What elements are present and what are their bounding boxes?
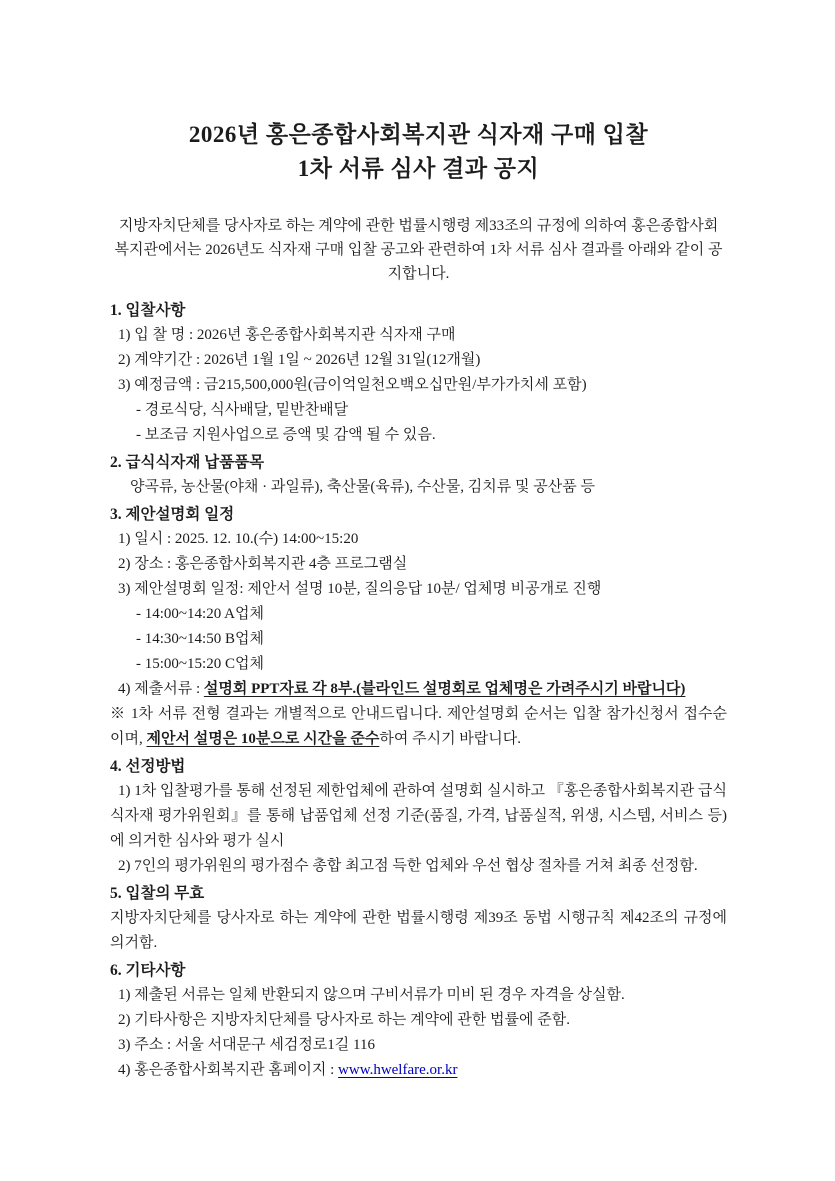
submission-docs-emphasis: 설명회 PPT자료 각 8부.(블라인드 설명회로 업체명은 가려주시기 바랍니다)	[203, 681, 686, 697]
document-title-line1: 2026년 홍은종합사회복지관 식자재 구매 입찰	[188, 122, 649, 147]
homepage-link[interactable]: www.hwelfare.or.kr	[338, 1062, 458, 1078]
briefing-note-part2: 하여 주시기 바랍니다.	[379, 731, 522, 747]
etc-address-item: 3) 주소 : 서울 서대문구 세검정로1길 116	[118, 1037, 375, 1053]
slot-b-subitem: - 14:30~14:50 B업체	[136, 631, 264, 647]
document-title	[110, 118, 727, 186]
section-3-heading: 3. 제안설명회 일정	[110, 506, 235, 523]
service-types-subitem: - 경로식당, 식사배달, 밑반찬배달	[136, 402, 349, 418]
briefing-note-emphasis: 제안서 설명은 10분으로 시간을 준수	[146, 731, 380, 747]
briefing-date-item: 1) 일시 : 2025. 12. 10.(수) 14:00~15:20	[118, 531, 359, 547]
slot-c-subitem: - 15:00~15:20 C업체	[136, 656, 264, 672]
supply-items-line: 양곡류, 농산물(야채 · 과일류), 축산물(육류), 수산물, 김치류 및 공산품 등	[130, 479, 595, 495]
invalid-bid-body: 지방자치단체를 당사자로 하는 계약에 관한 법률시행령 제39조 동법 시행규칙 제42조의 규정에 의거함.	[110, 910, 727, 951]
slot-a-subitem: - 14:00~14:20 A업체	[136, 606, 264, 622]
etc-item1: 1) 제출된 서류는 일체 반환되지 않으며 구비서류가 미비 된 경우 자격을 상실함.	[118, 987, 625, 1003]
section-5-heading: 5. 입찰의 무효	[110, 885, 205, 902]
document-title-line2: 1차 서류 심사 결과 공지	[297, 156, 540, 181]
contract-period-item: 2) 계약기간 : 2026년 1월 1일 ~ 2026년 12월 31일(12개월)	[118, 352, 481, 368]
briefing-place-item: 2) 장소 : 홍은종합사회복지관 4층 프로그램실	[118, 556, 408, 572]
estimated-amount-item: 3) 예정금액 : 금215,500,000원(금이억일천오백오십만원/부가가치세 포함)	[118, 377, 587, 393]
intro-paragraph: 지방자치단체를 당사자로 하는 계약에 관한 법률시행령 제33조의 규정에 의하여 홍은종합사회복지관에서는 2026년도 식자재 구매 입찰 공고와 관련하여 1차 서류 심사 결과를 아래와 같이 공지합니다.	[114, 218, 723, 282]
selection-method-item2: 2) 7인의 평가위원의 평가점수 총합 최고점 득한 업체와 우선 협상 절차를 거쳐 최종 선정함.	[118, 858, 698, 874]
etc-item2: 2) 기타사항은 지방자치단체를 당사자로 하는 계약에 관한 법률에 준함.	[118, 1012, 570, 1028]
briefing-note	[110, 702, 727, 752]
homepage-label: 4) 홍은종합사회복지관 홈페이지 :	[118, 1062, 339, 1078]
subsidy-note-subitem: - 보조금 지원사업으로 증액 및 감액 될 수 있음.	[136, 427, 436, 443]
briefing-schedule-item: 3) 제안설명회 일정: 제안서 설명 10분, 질의응답 10분/ 업체명 비공개로 진행	[118, 581, 602, 597]
section-1-heading: 1. 입찰사항	[110, 302, 186, 319]
submission-docs-prefix: 4) 제출서류 :	[118, 681, 204, 697]
bid-name-item: 1) 입 찰 명 : 2026년 홍은종합사회복지관 식자재 구매	[118, 327, 456, 343]
etc-homepage-item	[110, 1058, 727, 1083]
section-4-heading: 4. 선정방법	[110, 758, 186, 775]
section-2-heading: 2. 급식식자재 납품품목	[110, 454, 265, 471]
submission-docs-item	[110, 677, 727, 702]
briefing-note-part1: ※ 1차 서류 전형 결과는 개별적으로 안내드립니다. 제안설명회 순서는 입찰 참가신청서 접수순이며,	[110, 706, 727, 747]
section-6-heading: 6. 기타사항	[110, 962, 186, 979]
selection-method-item1: 1) 1차 입찰평가를 통해 선정된 제한업체에 관하여 설명회 실시하고 『홍은종합사회복지관 급식식자재 평가위원회』를 통해 납품업체 선정 기준(품질, 가격, 납품실적, 위생, 시스템, 서비스 등)에 의거한 심사와 평가 실시	[110, 783, 727, 849]
